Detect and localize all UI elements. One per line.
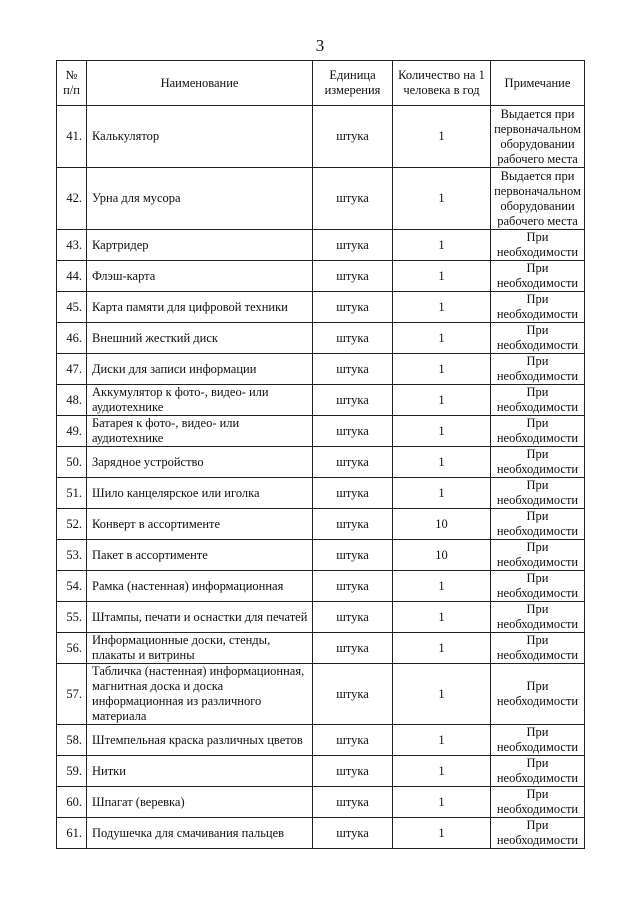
row-unit: штука: [313, 168, 393, 230]
row-note: При необходимости: [491, 261, 585, 292]
table-row: [57, 602, 585, 633]
table-row: [57, 571, 585, 602]
row-number: 45.: [57, 292, 87, 323]
row-note: При необходимости: [491, 478, 585, 509]
row-unit: штука: [313, 787, 393, 818]
row-note: При необходимости: [491, 725, 585, 756]
row-quantity: 1: [393, 230, 491, 261]
row-quantity: 1: [393, 571, 491, 602]
supplies-table: [56, 60, 585, 849]
row-number: 41.: [57, 106, 87, 168]
header-qty: Количество на 1 человека в год: [393, 61, 491, 106]
row-quantity: 1: [393, 106, 491, 168]
table-row: [57, 292, 585, 323]
row-name: Урна для мусора: [87, 168, 313, 230]
row-quantity: 1: [393, 354, 491, 385]
row-name: Флэш-карта: [87, 261, 313, 292]
row-quantity: 1: [393, 416, 491, 447]
table-row: [57, 168, 585, 230]
table-row: [57, 354, 585, 385]
row-number: 54.: [57, 571, 87, 602]
row-number: 44.: [57, 261, 87, 292]
row-unit: штука: [313, 292, 393, 323]
row-unit: штука: [313, 725, 393, 756]
row-name: Пакет в ассортименте: [87, 540, 313, 571]
row-number: 56.: [57, 633, 87, 664]
row-number: 52.: [57, 509, 87, 540]
row-number: 42.: [57, 168, 87, 230]
row-number: 43.: [57, 230, 87, 261]
table-row: [57, 323, 585, 354]
row-name: Батарея к фото-, видео- или аудиотехнике: [87, 416, 313, 447]
row-unit: штука: [313, 106, 393, 168]
row-name: Штампы, печати и оснастки для печатей: [87, 602, 313, 633]
row-unit: штука: [313, 230, 393, 261]
row-name: Шило канцелярское или иголка: [87, 478, 313, 509]
table-row: [57, 756, 585, 787]
row-quantity: 1: [393, 385, 491, 416]
table-row: [57, 725, 585, 756]
table-row: [57, 540, 585, 571]
table-row: [57, 664, 585, 725]
row-unit: штука: [313, 261, 393, 292]
row-name: Аккумулятор к фото-, видео- или аудиотехнике: [87, 385, 313, 416]
row-note: При необходимости: [491, 787, 585, 818]
row-number: 49.: [57, 416, 87, 447]
row-unit: штука: [313, 323, 393, 354]
row-name: Зарядное устройство: [87, 447, 313, 478]
row-quantity: 1: [393, 633, 491, 664]
row-number: 53.: [57, 540, 87, 571]
row-quantity: 1: [393, 447, 491, 478]
row-note: При необходимости: [491, 633, 585, 664]
header-num: № п/п: [57, 61, 87, 106]
header-note: Примечание: [491, 61, 585, 106]
row-unit: штука: [313, 354, 393, 385]
header-name: Наименование: [87, 61, 313, 106]
row-number: 47.: [57, 354, 87, 385]
row-unit: штука: [313, 416, 393, 447]
row-name: Конверт в ассортименте: [87, 509, 313, 540]
header-unit: Единица измерения: [313, 61, 393, 106]
table-row: [57, 633, 585, 664]
row-note: При необходимости: [491, 818, 585, 849]
row-quantity: 1: [393, 478, 491, 509]
row-note: При необходимости: [491, 416, 585, 447]
row-unit: штука: [313, 602, 393, 633]
row-number: 60.: [57, 787, 87, 818]
row-name: Рамка (настенная) информационная: [87, 571, 313, 602]
row-quantity: 1: [393, 602, 491, 633]
row-note: При необходимости: [491, 509, 585, 540]
row-number: 58.: [57, 725, 87, 756]
table-row: [57, 787, 585, 818]
row-note: При необходимости: [491, 602, 585, 633]
row-quantity: 10: [393, 540, 491, 571]
row-name: Карта памяти для цифровой техники: [87, 292, 313, 323]
row-quantity: 10: [393, 509, 491, 540]
table-row: [57, 385, 585, 416]
row-unit: штука: [313, 478, 393, 509]
table-row: [57, 230, 585, 261]
row-unit: штука: [313, 385, 393, 416]
page-number: 3: [315, 36, 325, 55]
row-note: Выдается при первоначальном оборудовании рабочего места: [491, 106, 585, 168]
row-quantity: 1: [393, 818, 491, 849]
row-name: Шпагат (веревка): [87, 787, 313, 818]
table-row: [57, 509, 585, 540]
row-note: При необходимости: [491, 385, 585, 416]
table-header-row: [57, 61, 585, 106]
row-unit: штука: [313, 447, 393, 478]
row-note: При необходимости: [491, 354, 585, 385]
row-quantity: 1: [393, 725, 491, 756]
table-row: [57, 261, 585, 292]
row-name: Калькулятор: [87, 106, 313, 168]
row-quantity: 1: [393, 168, 491, 230]
table-row: [57, 106, 585, 168]
row-note: При необходимости: [491, 540, 585, 571]
row-name: Нитки: [87, 756, 313, 787]
row-quantity: 1: [393, 323, 491, 354]
table-row: [57, 447, 585, 478]
row-unit: штука: [313, 571, 393, 602]
row-unit: штука: [313, 664, 393, 725]
row-name: Табличка (настенная) информационная, магнитная доска и доска информационная из различного материала: [87, 664, 313, 725]
row-number: 46.: [57, 323, 87, 354]
row-unit: штука: [313, 540, 393, 571]
row-number: 50.: [57, 447, 87, 478]
row-number: 57.: [57, 664, 87, 725]
row-name: Диски для записи информации: [87, 354, 313, 385]
row-unit: штука: [313, 756, 393, 787]
row-number: 61.: [57, 818, 87, 849]
table-row: [57, 478, 585, 509]
row-note: При необходимости: [491, 447, 585, 478]
row-unit: штука: [313, 509, 393, 540]
row-note: При необходимости: [491, 571, 585, 602]
row-quantity: 1: [393, 756, 491, 787]
row-note: При необходимости: [491, 664, 585, 725]
row-unit: штука: [313, 633, 393, 664]
row-number: 55.: [57, 602, 87, 633]
row-name: Внешний жесткий диск: [87, 323, 313, 354]
row-note: При необходимости: [491, 292, 585, 323]
row-name: Информационные доски, стенды, плакаты и витрины: [87, 633, 313, 664]
row-note: При необходимости: [491, 230, 585, 261]
row-number: 48.: [57, 385, 87, 416]
row-note: При необходимости: [491, 323, 585, 354]
row-number: 51.: [57, 478, 87, 509]
table-body: [57, 106, 585, 849]
table-row: [57, 818, 585, 849]
table-row: [57, 416, 585, 447]
row-quantity: 1: [393, 261, 491, 292]
row-name: Подушечка для смачивания пальцев: [87, 818, 313, 849]
row-quantity: 1: [393, 292, 491, 323]
row-unit: штука: [313, 818, 393, 849]
row-note: Выдается при первоначальном оборудовании рабочего места: [491, 168, 585, 230]
row-number: 59.: [57, 756, 87, 787]
row-name: Картридер: [87, 230, 313, 261]
row-quantity: 1: [393, 664, 491, 725]
row-quantity: 1: [393, 787, 491, 818]
row-name: Штемпельная краска различных цветов: [87, 725, 313, 756]
row-note: При необходимости: [491, 756, 585, 787]
